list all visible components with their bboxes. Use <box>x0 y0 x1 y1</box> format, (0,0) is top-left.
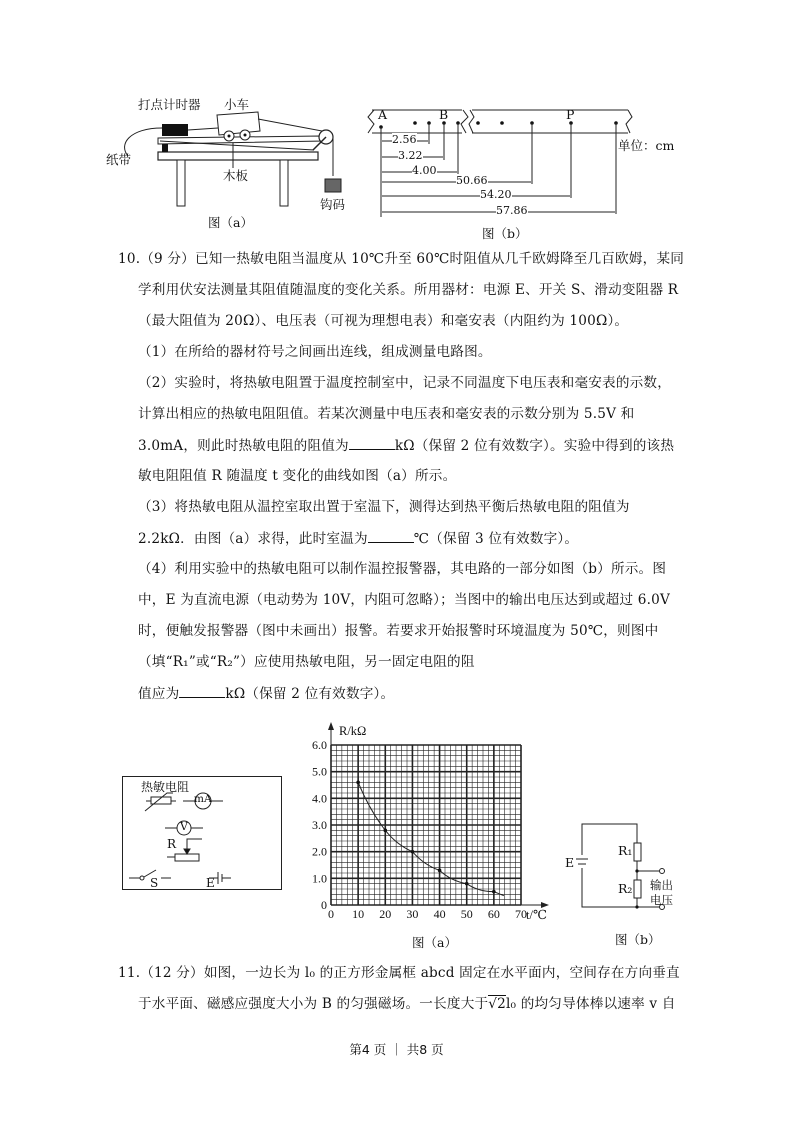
distance-label: 2.56 <box>392 133 417 146</box>
x-tick-label: 40 <box>433 907 446 921</box>
figure-a-apparatus <box>100 88 360 233</box>
q10-line <box>138 436 674 455</box>
timer-icon <box>162 124 188 136</box>
figure-b-caption: 图（b） <box>482 226 528 241</box>
q10-part4: （4）利用实验中的热敏电阻可以制作温控报警器，其电路的一部分如图（b）所示。图 <box>138 561 667 577</box>
q11-line: 11.（12 分）如图，一边长为 l₀ 的正方形金属框 abcd 固定在水平面内，空间存在方向垂直 <box>118 965 680 981</box>
q10-line: （最大阻值为 20Ω）、电压表（可视为理想电表）和毫安表（内阻约为 100Ω）。 <box>138 313 629 329</box>
question-11 <box>118 964 698 1034</box>
data-point <box>383 829 387 833</box>
output-label: 电压 <box>650 893 673 907</box>
figure-b-circuit <box>555 810 695 950</box>
text: kΩ（保留 2 位有效数字）。 <box>225 686 395 702</box>
text: kΩ（保留 2 位有效数字）。实验中得到的该热 <box>394 438 675 454</box>
distance-label: 4.00 <box>412 164 437 177</box>
q10-line: 时，便触发报警器（图中未画出）报警。若要求开始报警时环境温度为 50℃，则图中 <box>138 623 659 639</box>
data-point <box>356 781 360 785</box>
x-tick-label: 0 <box>328 907 334 921</box>
y-tick-label: 4.0 <box>312 791 327 806</box>
text: 于水平面、磁感应强度大小为 B 的匀强磁场。一长度大于 <box>138 996 489 1012</box>
r2-icon <box>634 880 641 898</box>
weight-icon <box>325 179 341 192</box>
tape-drawing <box>360 100 690 240</box>
q10-line <box>138 684 394 703</box>
switch-icon <box>140 876 144 880</box>
distance-label: 50.66 <box>456 174 488 187</box>
y-tick-label: 5.0 <box>312 764 327 779</box>
circuit-b-drawing <box>555 810 695 950</box>
y-tick-label: 2.0 <box>312 844 327 859</box>
answer-blank[interactable] <box>368 529 414 543</box>
point-a-label: A <box>378 107 388 122</box>
circuit-symbols-box <box>122 776 282 890</box>
q10-part1: （1）在所给的器材符号之间画出连线，组成测量电路图。 <box>138 344 492 360</box>
text: ℃（保留 3 位有效数字）。 <box>413 531 579 547</box>
y-tick-label: 3.0 <box>312 818 327 832</box>
distance-label: 57.86 <box>496 204 528 217</box>
text: 2.2kΩ．由图（a）求得，此时室温为 <box>138 531 368 547</box>
data-point <box>411 850 415 854</box>
rheostat-icon <box>175 854 199 861</box>
x-tick-label: 60 <box>487 907 500 921</box>
r2-label: R₂ <box>618 881 633 896</box>
thermistor-label: 热敏电阻 <box>141 780 190 794</box>
y-axis-arrow-icon <box>328 722 334 730</box>
r1-icon <box>634 843 641 861</box>
label-tape: 纸带 <box>106 152 132 167</box>
q10-part3: （3）将热敏电阻从温控室取出置于室温下，测得达到热平衡后热敏电阻的阻值为 <box>138 499 630 515</box>
x-tick-label: 10 <box>352 907 365 921</box>
voltmeter-label: V <box>180 820 188 833</box>
data-point <box>438 869 442 873</box>
question-10 <box>118 250 698 710</box>
data-point <box>492 890 496 894</box>
chart-caption: 图（a） <box>412 935 457 950</box>
q10-part2: （2）实验时，将热敏电阻置于温度控制室中，记录不同温度下电压表和毫安表的示数， <box>138 375 672 391</box>
q11-line <box>138 995 676 1013</box>
q10-line: 中，E 为直流电源（电动势为 10V，内阻可忽略）；当图中的输出电压达到或超过 6.0V <box>138 592 671 608</box>
page-footer: 第4 页 ｜ 共8 页 <box>349 1042 444 1057</box>
point-p-label: P <box>566 107 575 122</box>
q10-line: 学利用伏安法测量其阻值随温度的变化关系。所用器材：电源 E、开关 S、滑动变阻器 R <box>138 282 679 298</box>
q10-line: 10.（9 分）已知一热敏电阻当温度从 10℃升至 60℃时阻值从几千欧姆降至几百欧姆，某同 <box>118 251 685 267</box>
source-e-label: E <box>565 855 575 870</box>
q10-line: 计算出相应的热敏电阻阻值。若某次测量中电压表和毫安表的示数分别为 5.5V 和 <box>138 406 635 422</box>
distance-label: 3.22 <box>398 149 423 162</box>
chart-svg <box>300 720 560 950</box>
output-label: 输出 <box>650 878 673 892</box>
text: 的均匀导体棒以速率 v 自 <box>516 996 676 1012</box>
source-label: E <box>206 876 215 890</box>
answer-blank[interactable] <box>179 684 225 698</box>
x-tick-label: 50 <box>460 907 473 921</box>
q10-line <box>138 529 578 548</box>
y-axis-label: R/kΩ <box>339 724 367 738</box>
y-tick-label: 6.0 <box>312 738 327 752</box>
cart-icon <box>217 112 260 135</box>
chart-r-vs-t <box>300 720 560 950</box>
figure-a-caption: 图（a） <box>208 215 253 230</box>
label-board: 木板 <box>223 168 249 183</box>
ammeter-label: mA <box>194 793 212 805</box>
x-tick-label: 70 <box>515 907 527 921</box>
label-weight: 钩码 <box>320 197 346 212</box>
point-b-label: B <box>439 107 449 122</box>
x-tick-label: 20 <box>379 907 392 921</box>
switch-label: S <box>150 876 159 890</box>
label-timer: 打点计时器 <box>138 97 201 112</box>
figure-b-tape <box>360 100 690 240</box>
text: 3.0mA，则此时热敏电阻的阻值为 <box>138 438 349 454</box>
data-point <box>465 882 469 886</box>
rheostat-label: R <box>167 837 177 851</box>
y-tick-label: 0 <box>321 898 327 912</box>
text: l₀ <box>506 996 517 1012</box>
q10-line: 敏电阻阻值 R 随温度 t 变化的曲线如图（a）所示。 <box>138 468 457 484</box>
label-cart: 小车 <box>224 97 250 112</box>
text: 值应为 <box>138 686 180 702</box>
y-tick-label: 1.0 <box>312 871 327 886</box>
x-tick-label: 30 <box>406 907 419 921</box>
sqrt-symbol: √2 <box>488 996 506 1012</box>
distance-label: 54.20 <box>480 188 512 201</box>
x-axis-label: t/℃ <box>526 908 547 922</box>
circuit-b-caption: 图（b） <box>615 932 661 947</box>
q10-line: （填“R₁”或“R₂”）应使用热敏电阻，另一固定电阻的阻 <box>138 654 475 670</box>
answer-blank[interactable] <box>349 436 395 450</box>
r1-label: R₁ <box>618 843 633 858</box>
unit-label: 单位：cm <box>618 138 675 153</box>
terminal-icon <box>660 869 665 874</box>
